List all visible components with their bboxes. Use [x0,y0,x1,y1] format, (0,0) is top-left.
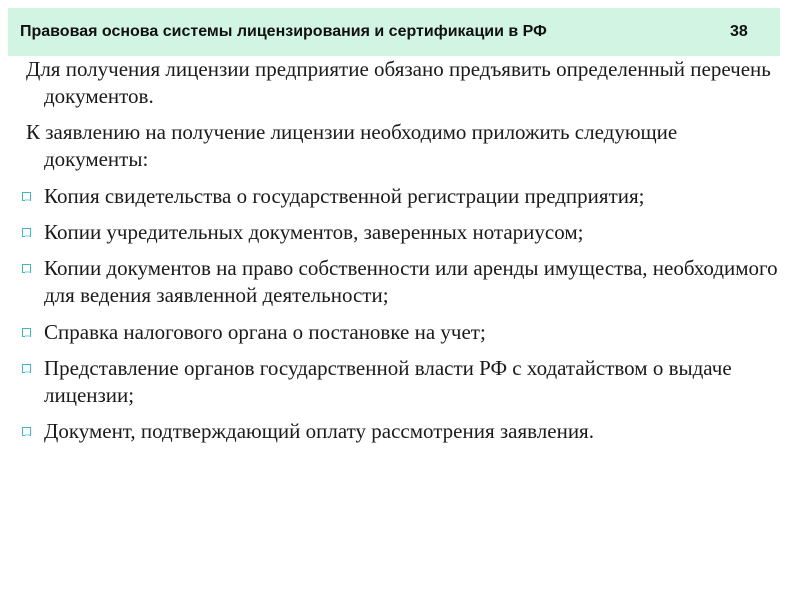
checkbox-bullet-icon [22,427,31,436]
list-item-text: Копии документов на право собственности или аренды имущества, необходимого для ведения заявленной деятельности; [44,256,778,307]
slide-title: Правовая основа системы лицензирования и сертификации в РФ [20,23,547,40]
checkbox-bullet-icon [22,328,31,337]
list-item [0,319,780,346]
list-item [0,418,780,445]
list-item [0,183,780,210]
list-item [0,255,780,309]
list-item [0,219,780,246]
slide-body [0,56,780,445]
slide-header [8,8,780,56]
checkbox-bullet-icon [22,364,31,373]
list-item-text: Представление органов государственной власти РФ с ходатайством о выдаче лицензии; [44,356,732,407]
checkbox-bullet-icon [22,228,31,237]
intro-paragraph: Для получения лицензии предприятие обязано предъявить определенный перечень документов. [26,57,771,108]
list-item-text: Документ, подтверждающий оплату рассмотрения заявления. [44,419,594,443]
list-item-text: Копии учредительных документов, заверенных нотариусом; [44,220,584,244]
checkbox-bullet-icon [22,264,31,273]
list-item-text: Копия свидетельства о государственной регистрации предприятия; [44,184,645,208]
checkbox-bullet-icon [22,192,31,201]
requirements-paragraph: К заявлению на получение лицензии необходимо приложить следующие документы: [26,120,678,171]
list-item-text: Справка налогового органа о постановке на учет; [44,320,486,344]
list-item [0,355,780,409]
page-number: 38 [730,23,748,40]
